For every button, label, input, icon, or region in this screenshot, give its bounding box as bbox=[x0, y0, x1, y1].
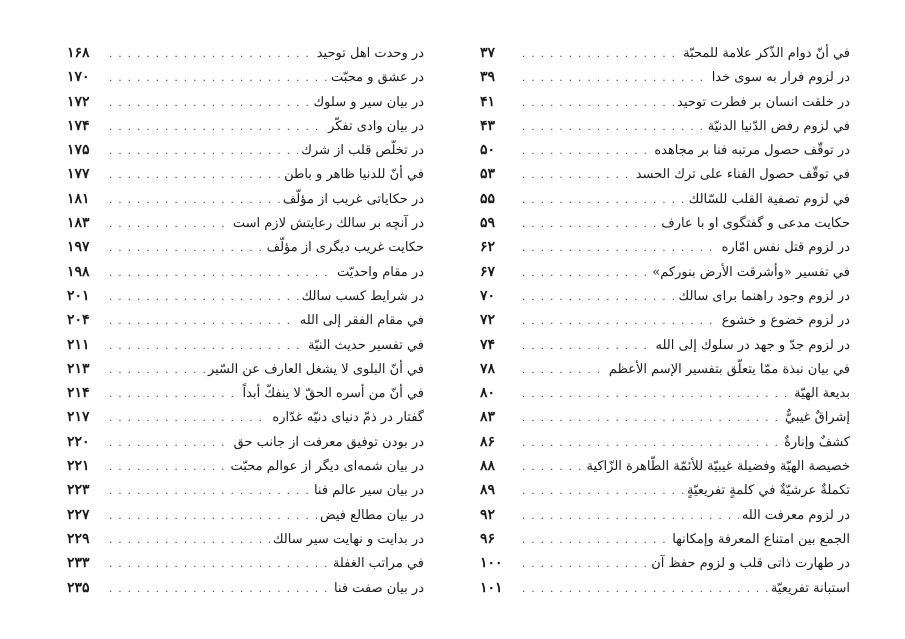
toc-entry-page-number: ۱۷۴ bbox=[67, 117, 90, 134]
toc-entry bbox=[67, 454, 424, 478]
toc-entry-page-number: ۷۸ bbox=[480, 360, 496, 377]
dot-leader bbox=[109, 335, 305, 359]
toc-column-right bbox=[480, 41, 850, 600]
toc-entry-title: در عشق و محبّت bbox=[331, 70, 424, 86]
toc-entry-title: در لزوم معرفت الله bbox=[741, 507, 850, 523]
toc-entry bbox=[480, 41, 850, 65]
toc-entry-title: في تفسير «وأشرقت الأرض بنوركم» bbox=[652, 264, 850, 280]
toc-entry bbox=[480, 90, 850, 114]
toc-entry bbox=[480, 260, 850, 284]
toc-entry-page-number: ۹۲ bbox=[480, 506, 496, 523]
toc-entry bbox=[480, 576, 850, 600]
dot-leader bbox=[109, 505, 317, 529]
toc-entry bbox=[480, 211, 850, 235]
dot-leader bbox=[109, 237, 264, 261]
toc-entry-page-number: ۳۷ bbox=[480, 45, 496, 61]
dot-leader bbox=[522, 92, 674, 116]
toc-entry-page-number: ۵۵ bbox=[480, 190, 496, 207]
toc-entry-title: در حكاياتى غريب از مؤلّف bbox=[282, 191, 424, 207]
toc-entry-page-number: ۲۲۹ bbox=[67, 530, 90, 547]
toc-entry bbox=[67, 138, 424, 162]
dot-leader bbox=[109, 529, 270, 553]
toc-entry bbox=[480, 405, 850, 429]
toc-entry bbox=[67, 333, 424, 357]
dot-leader bbox=[522, 164, 633, 188]
toc-entry bbox=[480, 284, 850, 308]
toc-entry bbox=[67, 41, 424, 65]
toc-entry-title: در آنچه بر سالك رعايتش لازم است bbox=[232, 216, 424, 232]
dot-leader bbox=[522, 335, 652, 359]
toc-entry-title: في أنّ البلوى لا يشغل العارف عن السّير bbox=[207, 361, 424, 377]
dot-leader bbox=[109, 456, 228, 480]
toc-entry-page-number: ۱۰۰ bbox=[480, 555, 503, 572]
toc-entry-title: در بودن توفيق معرفت از جانب حق bbox=[233, 434, 424, 450]
dot-leader bbox=[522, 456, 583, 480]
dot-leader bbox=[522, 67, 709, 91]
toc-entry-page-number: ۲۲۰ bbox=[67, 433, 90, 450]
toc-entry bbox=[67, 211, 424, 235]
toc-entry bbox=[67, 162, 424, 186]
toc-entry-title: في لزوم رفض الدّنيا الدنيّة bbox=[707, 118, 850, 134]
dot-leader bbox=[109, 383, 240, 407]
toc-column-left bbox=[67, 41, 424, 600]
dot-leader bbox=[522, 310, 719, 334]
toc-entry bbox=[480, 503, 850, 527]
toc-entry-page-number: ۶۲ bbox=[480, 239, 496, 256]
toc-entry bbox=[480, 381, 850, 405]
toc-entry bbox=[67, 478, 424, 502]
toc-entry-page-number: ۱۹۷ bbox=[67, 239, 90, 256]
toc-entry-title: حكايت غريب ديگرى از مؤلّف bbox=[266, 240, 424, 256]
toc-entry-title: في تفسير حديث النيّة bbox=[308, 337, 424, 353]
dot-leader bbox=[522, 383, 791, 407]
toc-entry-page-number: ۸۹ bbox=[480, 482, 496, 499]
toc-entry bbox=[67, 90, 424, 114]
toc-entry-title: في أنّ دوام الذّكر علامة للمحبّة bbox=[683, 46, 850, 61]
dot-leader bbox=[522, 480, 684, 504]
dot-leader bbox=[522, 529, 669, 553]
toc-entry-page-number: ۱۷۲ bbox=[67, 93, 90, 110]
toc-entry bbox=[480, 308, 850, 332]
toc-entry-title: في توقّف حصول الفناء على ترك الحسد bbox=[635, 167, 850, 183]
toc-entry-title: در بيان وادى تفكّر bbox=[328, 118, 424, 134]
dot-leader bbox=[522, 262, 649, 286]
dot-leader bbox=[109, 480, 311, 504]
toc-entry bbox=[67, 576, 424, 600]
toc-entry-title: در بيان سير عالم فنا bbox=[313, 483, 424, 499]
toc-entry bbox=[67, 527, 424, 551]
toc-entry-title: خصيصة الهيّة وفضيلة غيبيّة للأئمّة الطّاهرة الزّاكية bbox=[586, 459, 850, 475]
toc-entry-title: در مقام واحديّت bbox=[336, 264, 424, 280]
toc-entry-title: در لزوم فرار به سوى خدا bbox=[711, 70, 850, 86]
toc-entry-title: الجمع بين امتناع المعرفة وإمكانها bbox=[672, 531, 850, 547]
toc-entry-title: در بيان مطالع فيض bbox=[319, 507, 424, 523]
dot-leader bbox=[109, 407, 269, 431]
toc-entry-page-number: ۱۸۳ bbox=[67, 215, 90, 232]
toc-entry-title: در لزوم وجود راهنما براى سالك bbox=[678, 288, 850, 304]
toc-entry bbox=[480, 478, 850, 502]
toc-entry-title: در بيان شمه‌اى ديگر از عوالم محبّت bbox=[230, 459, 424, 475]
toc-entry-title: حكايت مدعى و گفتگوى او با عارف bbox=[661, 216, 850, 232]
toc-entry-page-number: ۶۷ bbox=[480, 263, 496, 280]
dot-leader bbox=[109, 116, 325, 140]
toc-entry bbox=[67, 260, 424, 284]
toc-entry-page-number: ۲۱۷ bbox=[67, 409, 90, 426]
toc-entry-title: در لزوم قتل نفس امّاره bbox=[721, 240, 850, 256]
dot-leader bbox=[109, 310, 297, 334]
dot-leader bbox=[522, 140, 651, 164]
toc-entry-title: إشراقٌ غيبيٌّ bbox=[785, 410, 850, 426]
toc-entry-title: در لزوم جدّ و جهد در سلوك إلى الله bbox=[655, 337, 850, 353]
toc-entry-title: في أنّ من أسره الحقّ لا ينفكّ أبداً bbox=[242, 386, 424, 402]
toc-entry bbox=[480, 114, 850, 138]
toc-entry-page-number: ۹۶ bbox=[480, 530, 496, 547]
toc-entry-page-number: ۱۸۱ bbox=[67, 190, 90, 207]
toc-entry bbox=[480, 138, 850, 162]
dot-leader bbox=[109, 92, 310, 116]
dot-leader bbox=[109, 67, 328, 91]
toc-entry-title: در بيان صفت فنا bbox=[334, 580, 424, 596]
toc-entry bbox=[67, 114, 424, 138]
toc-entry bbox=[480, 454, 850, 478]
toc-entry-page-number: ۲۰۴ bbox=[67, 312, 90, 329]
toc-entry-title: گفتار در ذمّ دنياى دنيّه غدّاره bbox=[272, 410, 424, 426]
toc-entry bbox=[67, 65, 424, 89]
toc-entry bbox=[480, 551, 850, 575]
toc-entry-title: في مقام الفقر إلى الله bbox=[299, 313, 424, 329]
toc-entry-page-number: ۴۱ bbox=[480, 93, 496, 110]
toc-entry-page-number: ۷۴ bbox=[480, 336, 496, 353]
toc-entry-page-number: ۷۰ bbox=[480, 287, 496, 304]
toc-entry-title: استبانة تفريعيّة bbox=[770, 580, 850, 596]
dot-leader bbox=[522, 359, 606, 383]
dot-leader bbox=[109, 140, 298, 164]
dot-leader bbox=[109, 432, 231, 456]
toc-entry-page-number: ۲۳۳ bbox=[67, 555, 90, 572]
toc-entry bbox=[480, 357, 850, 381]
dot-leader bbox=[522, 43, 680, 67]
toc-entry-page-number: ۲۲۷ bbox=[67, 506, 90, 523]
toc-entry bbox=[480, 235, 850, 259]
dot-leader bbox=[522, 189, 686, 213]
dot-leader bbox=[109, 164, 281, 188]
dot-leader bbox=[522, 116, 705, 140]
dot-leader bbox=[109, 578, 331, 602]
toc-entry bbox=[480, 162, 850, 186]
toc-entry-title: در تخلّص قلب از شرك bbox=[301, 143, 424, 159]
toc-entry-page-number: ۱۶۸ bbox=[67, 45, 90, 61]
toc-entry-title: تكملةٌ عرشيّةٌ في كلمةٍ تفريعيّةٍ bbox=[686, 483, 850, 499]
toc-entry-page-number: ۱۰۱ bbox=[480, 579, 503, 596]
toc-entry-page-number: ۴۳ bbox=[480, 117, 496, 134]
dot-leader bbox=[109, 286, 299, 310]
toc-entry bbox=[67, 381, 424, 405]
toc-entry-title: بديعة الهيّة bbox=[794, 386, 850, 402]
toc-entry bbox=[480, 430, 850, 454]
toc-entry bbox=[67, 284, 424, 308]
toc-entry bbox=[480, 187, 850, 211]
dot-leader bbox=[522, 407, 782, 431]
toc-entry bbox=[67, 357, 424, 381]
toc-entry-title: در خلقت انسان بر فطرت توحيد bbox=[677, 94, 850, 110]
toc-entry-page-number: ۳۹ bbox=[480, 69, 496, 86]
toc-entry bbox=[480, 333, 850, 357]
toc-entry-page-number: ۱۷۰ bbox=[67, 69, 90, 86]
toc-entry-page-number: ۵۳ bbox=[480, 166, 496, 183]
toc-entry-page-number: ۲۰۱ bbox=[67, 287, 90, 304]
toc-entry-page-number: ۵۰ bbox=[480, 142, 496, 159]
toc-entry-page-number: ۸۸ bbox=[480, 458, 496, 475]
dot-leader bbox=[522, 505, 739, 529]
toc-entry-page-number: ۲۱۴ bbox=[67, 385, 90, 402]
dot-leader bbox=[522, 286, 675, 310]
dot-leader bbox=[109, 189, 280, 213]
dot-leader bbox=[109, 553, 330, 577]
dot-leader bbox=[522, 432, 781, 456]
dot-leader bbox=[109, 43, 314, 67]
toc-entry-page-number: ۵۹ bbox=[480, 215, 496, 232]
toc-entry-title: في أنّ للدنيا ظاهر و باطن bbox=[284, 167, 424, 183]
toc-entry-page-number: ۲۲۳ bbox=[67, 482, 90, 499]
dot-leader bbox=[109, 359, 205, 383]
toc-entry-title: در وحدت اهل توحيد bbox=[316, 46, 424, 61]
toc-entry bbox=[67, 430, 424, 454]
toc-entry-title: در لزوم خضوع و خشوع bbox=[721, 313, 850, 329]
dot-leader bbox=[522, 578, 768, 602]
toc-entry-title: در بيان سير و سلوك bbox=[313, 94, 424, 110]
dot-leader bbox=[522, 553, 648, 577]
toc-entry bbox=[67, 187, 424, 211]
toc-entry-page-number: ۲۲۱ bbox=[67, 458, 90, 475]
toc-entry-page-number: ۱۷۵ bbox=[67, 142, 90, 159]
toc-entry-page-number: ۲۱۱ bbox=[67, 336, 90, 353]
toc-entry bbox=[480, 65, 850, 89]
toc-entry-page-number: ۸۳ bbox=[480, 409, 496, 426]
toc-entry-page-number: ۲۳۵ bbox=[67, 579, 90, 596]
toc-entry-page-number: ۸۰ bbox=[480, 385, 496, 402]
toc-entry bbox=[67, 503, 424, 527]
toc-entry-title: در طهارت ذاتى قلب و لزوم حفظ آن bbox=[651, 556, 850, 572]
toc-entry-title: در توقّف حصول مرتبه فنا بر مجاهده bbox=[654, 143, 850, 159]
toc-entry bbox=[67, 405, 424, 429]
toc-entry bbox=[67, 235, 424, 259]
dot-leader bbox=[522, 237, 719, 261]
dot-leader bbox=[109, 213, 230, 237]
toc-entry-title: في مراتب الغفلة bbox=[332, 556, 424, 572]
dot-leader bbox=[522, 213, 658, 237]
toc-entry bbox=[67, 551, 424, 575]
toc-entry-title: در بدايت و نهايت سير سالك bbox=[272, 531, 424, 547]
toc-entry-page-number: ۲۱۳ bbox=[67, 360, 90, 377]
toc-entry-page-number: ۱۷۷ bbox=[67, 166, 90, 183]
toc-entry-title: في بيان نبذة ممّا يتعلّق بتفسير الإسم الأعظم bbox=[608, 361, 850, 377]
toc-entry bbox=[67, 308, 424, 332]
dot-leader bbox=[109, 262, 334, 286]
toc-entry-title: در شرايط كسب سالك bbox=[301, 288, 424, 304]
toc-entry bbox=[480, 527, 850, 551]
toc-entry-title: في لزوم تصفية القلب للسّالك bbox=[688, 191, 850, 207]
toc-entry-page-number: ۸۶ bbox=[480, 433, 496, 450]
toc-entry-page-number: ۱۹۸ bbox=[67, 263, 90, 280]
toc-entry-page-number: ۷۲ bbox=[480, 312, 496, 329]
toc-entry-title: كشفٌ وإنارةٌ bbox=[784, 434, 850, 450]
